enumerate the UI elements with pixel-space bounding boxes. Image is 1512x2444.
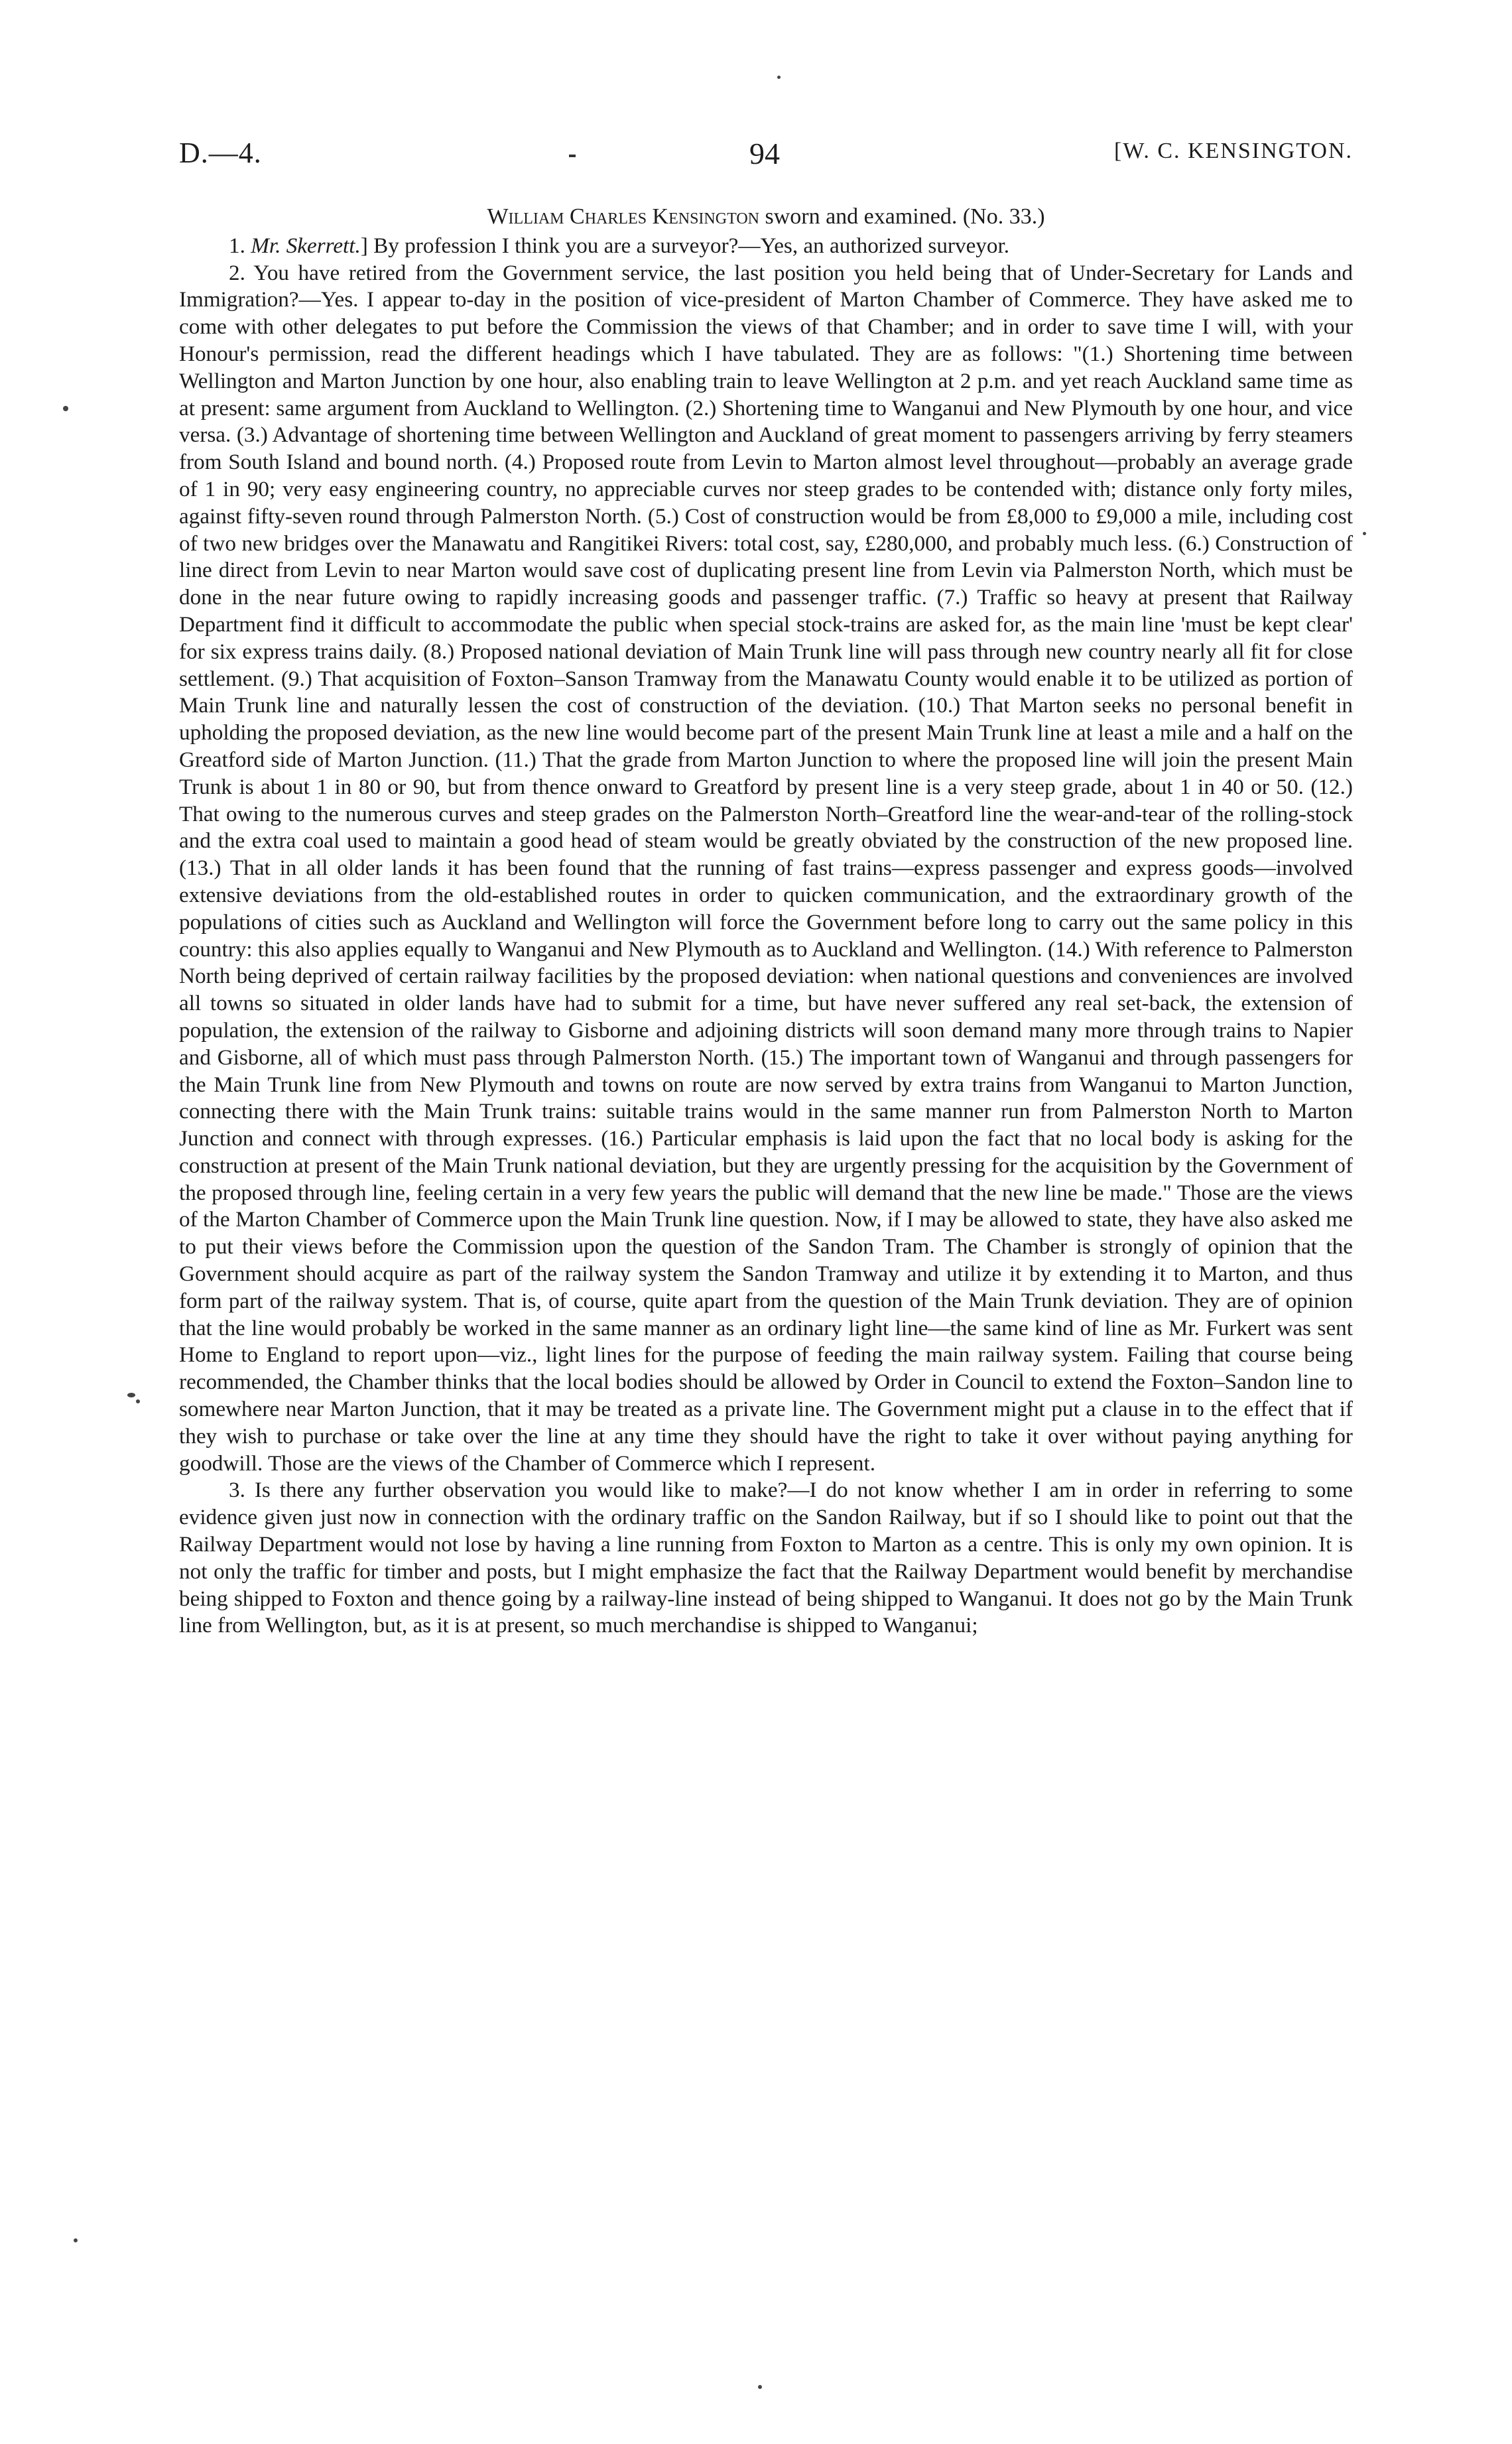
paragraph-2 [179, 260, 1353, 1478]
margin-speck [136, 1399, 140, 1403]
margin-speck [758, 2385, 762, 2389]
margin-speck [74, 2238, 78, 2242]
running-head: [W. C. KENSINGTON. [1114, 139, 1353, 163]
paragraph-1 [179, 233, 1353, 260]
paragraph-text: You have retired from the Government service, the last position you held being that of Under-Secretary for Lands and Immigration?—Yes. I appear to-day in the position of vice-president of Marton Chamber of Commerce. They have asked me to come with other delegates to put before the Commission the views of that Chamber; and in order to save time I will, with your Honour's permission, read the different headings which I have tabulated. They are as follows: "(1.) Shortening time between Wellington and Marton Junction by one hour, also enabling train to leave Wellington at 2 p.m. and yet reach Auckland same time as at present: same argument from Auckland to Wellington. (2.) Shortening time to Wanganui and New Plymouth by one hour, and vice versa. (3.) Advantage of shortening time between Wellington and Auckland of great moment to passengers arriving by ferry steamers from South Island and bound north. (4.) Proposed route from Levin to Marton almost level throughout—probably an average grade of 1 in 90; very easy engineering country, no appreciable curves nor steep grades to be contended with; distance only forty miles, against fifty-seven round through Palmerston North. (5.) Cost of construction would be from £8,000 to £9,000 a mile, including cost of two new bridges over the Manawatu and Rangitikei Rivers: total cost, say, £280,000, and probably much less. (6.) Construction of line direct from Levin to near Marton would save cost of duplicating present line from Levin via Palmerston North, which must be done in the near future owing to rapidly increasing goods and passenger traffic. (7.) Traffic so heavy at present that Railway Department find it difficult to accommodate the public when special stock-trains are asked for, as the main line 'must be kept clear' for six express trains daily. (8.) Proposed national deviation of Main Trunk line will pass through new country nearly all fit for close settlement. (9.) That acquisition of Foxton–Sanson Tramway from the Manawatu County would enable it to be utilized as portion of Main Trunk line and naturally lessen the cost of construction of the deviation. (10.) That Marton seeks no personal benefit in upholding the proposed deviation, as the new line would become part of the present Main Trunk line at least a mile and a half on the Greatford side of Marton Junction. (11.) That the grade from Marton Junction to where the proposed line will join the present Main Trunk is about 1 in 80 or 90, but from thence onward to Greatford by present line is a very steep grade, about 1 in 40 or 50. (12.) That owing to the numerous curves and steep grades on the Palmerston North–Greatford line the wear-and-tear of the rolling-stock and the extra coal used to maintain a good head of steam would be greatly obviated by the construction of the new proposed line. (13.) That in all older lands it has been found that the running of fast trains—express passenger and express goods—involved extensive deviations from the old-established routes in order to quicken communication, and the extraordinary growth of the populations of cities such as Auckland and Wellington will force the Government before long to carry out the same policy in this country: this also applies equally to Wanganui and New Plymouth as to Auckland and Wellington. (14.) With reference to Palmerston North being deprived of certain railway facilities by the proposed deviation: when national questions and conveniences are involved all towns so situated in older lands have had to submit for a time, but have never suffered any real set-back, the extension of population, the extension of the railway to Gisborne and adjoining districts will soon demand many more through trains to Napier and Gisborne, all of which must pass through Palmerston North. (15.) The important town of Wanganui and through passengers for the Main Trunk line from New Plymouth and towns on route are now served by extra trains from Wanganui to Marton Junction, connecting there with the Main Trunk trains: suitable trains would in the same manner run from Palmerston North to Marton Junction and connect with through expresses. (16.) Particular emphasis is laid upon the fact that no local body is asking for the construction at present of the Main Trunk national deviation, but they are urgently pressing for the acquisition by the Government of the proposed through line, feeling certain in a very few years the public will demand that the new line be made." Those are the views of the Marton Chamber of Commerce upon the Main Trunk line question. Now, if I may be allowed to state, they have also asked me to put their views before the Commission upon the question of the Sandon Tram. The Chamber is strongly of opinion that the Government should acquire as part of the railway system the Sandon Tramway and utilize it by extending it to Marton, and thus form part of the railway system. That is, of course, quite apart from the question of the Main Trunk deviation. They are of opinion that the line would probably be worked in the same manner as an ordinary light line—the same kind of line as Mr. Furkert was sent Home to England to report upon—viz., light lines for the purpose of feeding the main railway system. Failing that course being recommended, the Chamber thinks that the local bodies should be allowed by Order in Council to extend the Foxton–Sandon line to somewhere near Marton Junction, that it may be treated as a private line. The Government might put a clause in to the effect that if they wish to purchase or take over the line at any time they should have the right to take it over without paying anything for goodwill. Those are the views of the Chamber of Commerce which I represent. [179, 260, 1353, 1476]
paragraph-text: Is there any further observation you would like to make?—I do not know whether I am in order in referring to some evidence given just now in connection with the ordinary traffic on the Sandon Railway, but if so I should like to point out that the Railway Department would not lose by having a line running from Foxton to Marton as a centre. This is only my own opinion. It is not only the traffic for timber and posts, but I might emphasize the fact that the Railway Department would benefit by merchandise being shipped to Foxton and thence going by a railway-line instead of being shipped to Wanganui. It does not go by the Main Trunk line from Wellington, but, as it is at present, so much merchandise is shipped to Wanganui; [179, 1478, 1353, 1638]
margin-speck [127, 1393, 135, 1397]
page-number: 94 [749, 137, 780, 170]
paragraph-number: 2. [229, 260, 254, 285]
paragraph-text: ] By profession I think you are a surveyor?—Yes, an authorized surveyor. [360, 233, 1009, 258]
page-header [179, 136, 1353, 176]
document-body [179, 204, 1353, 1640]
witness-heading [179, 204, 1353, 231]
margin-speck [777, 76, 781, 79]
paragraph-3 [179, 1477, 1353, 1640]
margin-speck [1363, 532, 1366, 535]
witness-heading-rest: sworn and examined. (No. 33.) [759, 204, 1045, 229]
document-reference: D.—4. [179, 137, 262, 169]
paragraph-number: 3. [229, 1478, 255, 1503]
witness-name: William Charles Kensington [487, 204, 759, 229]
margin-speck [63, 406, 68, 411]
header-dash-mark [569, 155, 576, 157]
questioner-name: Mr. Skerrett. [251, 233, 361, 258]
paragraph-number: 1. [229, 233, 251, 258]
